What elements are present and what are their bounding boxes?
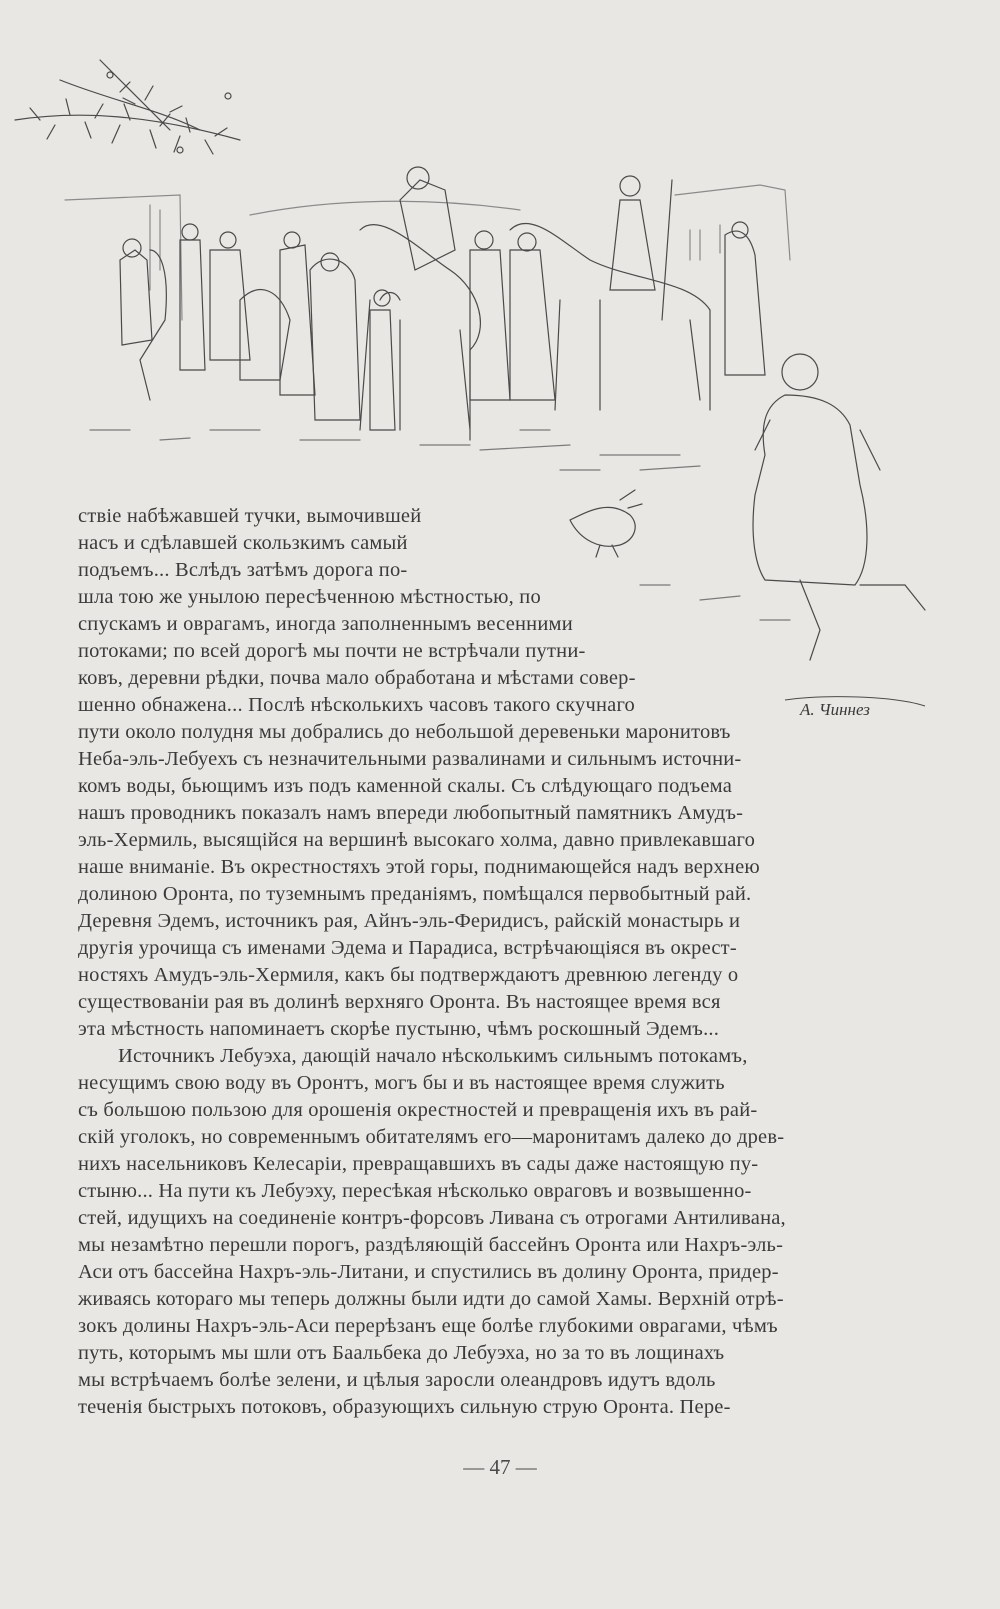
text-line: Аси отъ бассейна Нахръ-эль-Литани, и спустились въ долину Оронта, придер- bbox=[78, 1261, 779, 1283]
text-line: нашъ проводникъ показалъ намъ впереди любопытный памятникъ Амудъ- bbox=[78, 802, 744, 824]
text-line: подъемъ... Вслѣдъ затѣмъ дорога по- bbox=[78, 559, 408, 581]
text-line: существованіи рая въ долинѣ верхняго Оронта. Въ настоящее время вся bbox=[78, 991, 721, 1013]
branch-drawing bbox=[15, 60, 240, 154]
page-number: — 47 — bbox=[463, 1455, 537, 1479]
text-line: комъ воды, бьющимъ изъ подъ каменной скалы. Съ слѣдующаго подъема bbox=[78, 775, 732, 797]
text-line: съ большою пользою для орошенія окрестностей и превращенія ихъ въ рай- bbox=[78, 1099, 758, 1121]
text-line: Деревня Эдемъ, источникъ рая, Айнъ-эль-Феридисъ, райскій монастырь и bbox=[78, 910, 741, 932]
text-line: стей, идущихъ на соединеніе контръ-форсовъ Ливана съ отрогами Антиливана, bbox=[78, 1207, 786, 1229]
text-line: другія урочища съ именами Эдема и Парадиса, встрѣчающіяся въ окрест- bbox=[78, 937, 737, 959]
text-line: ковъ, деревни рѣдки, почва мало обработана и мѣстами совер- bbox=[78, 667, 636, 689]
text-line: спускамъ и оврагамъ, иногда заполненнымъ весенними bbox=[78, 613, 573, 635]
text-line: Неба-эль-Лебуехъ съ незначительными развалинами и сильнымъ источни- bbox=[78, 748, 742, 770]
text-line: живаясь котораго мы теперь должны были идти до самой Хамы. Верхній отрѣ- bbox=[78, 1288, 784, 1310]
text-line: нихъ насельниковъ Келесаріи, превращавшихъ въ сады даже настоящую пу- bbox=[78, 1153, 759, 1175]
horsemen-drawing bbox=[360, 167, 710, 440]
crowd-drawing bbox=[120, 222, 765, 430]
text-line: шенно обнажена... Послѣ нѣсколькихъ часовъ такого скучнаго bbox=[78, 694, 636, 716]
text-line: ствіе набѣжавшей тучки, вымочившей bbox=[78, 505, 422, 527]
text-line: долиною Оронта, по туземнымъ преданіямъ, помѣщался первобытный рай. bbox=[78, 883, 752, 905]
buildings-drawing bbox=[65, 185, 790, 320]
text-line: наше вниманіе. Въ окрестностяхъ этой горы, поднимающейся надъ верхнею bbox=[78, 856, 760, 878]
text-line: мы встрѣчаемъ болѣе зелени, и цѣлыя заросли олеандровъ идутъ вдоль bbox=[78, 1369, 716, 1391]
text-line: путь, которымъ мы шли отъ Баальбека до Лебуэха, но за то въ лощинахъ bbox=[78, 1342, 725, 1364]
text-line: эль-Хермиль, высящійся на вершинѣ высокаго холма, давно привлекавшаго bbox=[78, 829, 756, 851]
text-line: несущимъ свою воду въ Оронтъ, могъ бы и въ настоящее время служить bbox=[78, 1072, 725, 1094]
running-boy-drawing bbox=[753, 354, 925, 660]
text-line: зокъ долины Нахръ-эль-Аси перерѣзанъ еще болѣе глубокими оврагами, чѣмъ bbox=[78, 1315, 778, 1337]
text-line: скій уголокъ, но современнымъ обитателямъ его—маронитамъ далеко до древ- bbox=[78, 1126, 785, 1148]
text-line: шла тою же унылою пересѣченною мѣстностью, по bbox=[78, 586, 541, 608]
chicken-drawing bbox=[570, 490, 642, 557]
text-line: мы незамѣтно перешли порогъ, раздѣляющій бассейнъ Оронта или Нахръ-эль- bbox=[78, 1234, 784, 1256]
text-line: пути около полудня мы добрались до небольшой деревеньки маронитовъ bbox=[78, 721, 731, 743]
artist-signature: А. Чиннез bbox=[800, 700, 870, 719]
text-line: эта мѣстность напоминаетъ скорѣе пустыню, чѣмъ роскошный Эдемъ... bbox=[78, 1018, 720, 1040]
text-line: теченія быстрыхъ потоковъ, образующихъ сильную струю Оронта. Пере- bbox=[78, 1396, 731, 1418]
text-line: потоками; по всей дорогѣ мы почти не встрѣчали путни- bbox=[78, 640, 586, 662]
text-line: насъ и сдѣлавшей скользкимъ самый bbox=[78, 532, 408, 554]
text-line: стыню... На пути къ Лебуэху, пересѣкая нѣсколько овраговъ и возвышенно- bbox=[78, 1180, 752, 1202]
text-line: Источникъ Лебуэха, дающій начало нѣсколькимъ сильнымъ потокамъ, bbox=[118, 1045, 748, 1067]
text-line: ностяхъ Амудъ-эль-Хермиля, какъ бы подтверждаютъ древнюю легенду о bbox=[78, 964, 739, 986]
